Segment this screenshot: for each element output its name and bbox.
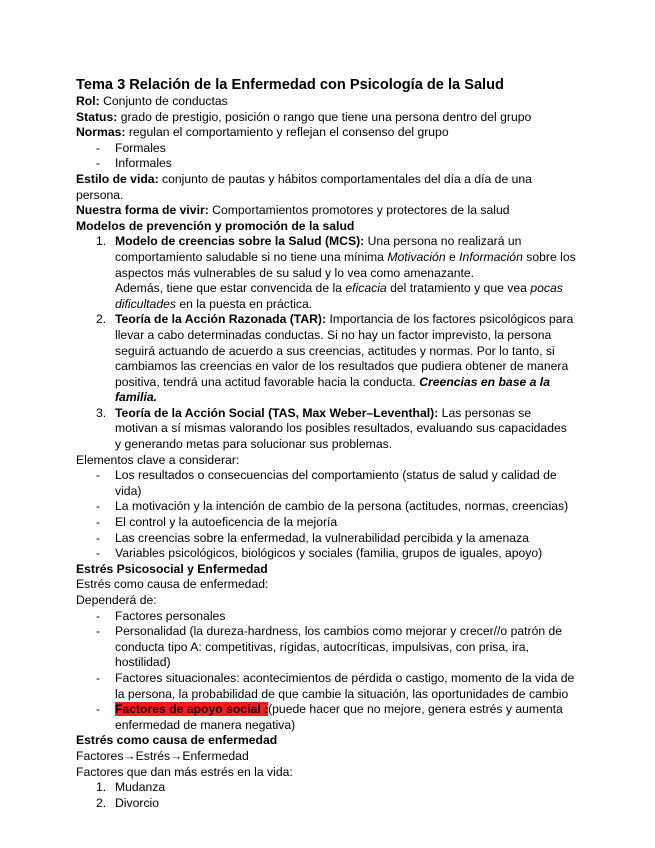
estilo-line: Estilo de vida: conjunto de pautas y hábitos comportamentales del día a día de una persona. [76,171,532,202]
document-page [76,76,576,811]
elementos-list [76,468,576,562]
factores-vida-list [76,780,576,811]
factores-chain: Factores→Estrés→Enfermedad [76,748,249,763]
list-item: - La motivación y la intención de cambio de la persona (actitudes, normas, creencias) [96,499,576,515]
modelo-item: 1. Modelo de creencias sobre la Salud (MCS): Una persona no realizará un comportamiento saludable si no tiene una mínima Motivación e Información sobre los aspectos más vulnerables de su salud y lo vea como amenazante. Además, tiene que estar convencida de la eficacia del tratamiento y que vea pocas dificultades en la puesta en práctica. [96,234,576,311]
dependera-line: Dependerá de: [76,593,157,607]
estres-psicosocial-heading: Estrés Psicosocial y Enfermedad [76,561,268,576]
modelos-heading: Modelos de prevención y promoción de la salud [76,218,355,233]
estres-causa-heading: Estrés como causa de enfermedad [76,733,278,748]
estres-causa-line: Estrés como causa de enfermedad: [76,577,269,592]
status-line: Status: grado de prestigio, posición o rango que tiene una persona dentro del grupo [76,109,532,124]
modelo-item: 2. Teoría de la Acción Razonada (TAR): Importancia de los factores psicológicos para llevar a cabo determinadas conductas. Si no hay un factor imprevisto, la persona seguirá actuando de acuerdo a sus creencias, actitudes y normas. Por lo tanto, si cambiamos las creencias en valor de los resultados que pudiera obtener de manera positiva, tendrá una actitud favorable hacia la conducta. Creencias en base a la familia. [96,312,574,405]
list-item: 1. Mudanza [96,780,166,795]
list-item: - Las creencias sobre la enfermedad, la vulnerabilidad percibida y la amenaza [96,531,576,547]
list-item: - Formales [96,141,576,157]
list-item: - Factores de apoyo social :(puede hacer que no mejore, genera estrés y aumenta enfermedad de manera negativa) [96,702,576,733]
rol-line: Rol: Conjunto de conductas [76,94,228,108]
list-item: - Factores personales [96,609,576,625]
elementos-heading: Elementos clave a considerar: [76,452,240,467]
document-title: Tema 3 Relación de la Enfermedad con Psicología de la Salud [76,77,504,93]
list-item: - Variables psicológicos, biológicos y sociales (familia, grupos de iguales, apoyo) [96,546,576,562]
normas-line: Normas: regulan el comportamiento y reflejan el consenso del grupo [76,125,449,140]
list-item: - El control y la autoeficencia de la mejoría [96,515,576,531]
factores-vida-line: Factores que dan más estrés en la vida: [76,764,293,779]
list-item: - Informales [96,156,576,172]
modelo-item: 3. Teoría de la Acción Social (TAS, Max Weber–Leventhal): Las personas se motivan a sí mismas valorando los posibles resultados, evaluando sus capacidades y generando metas para solucionar sus problemas. [96,405,567,452]
list-item: - Personalidad (la dureza-hardness, los cambios como mejorar y crecer//o patrón de conducta tipo A: competitivas, rígidas, autocríticas, impulsivas, con prisa, ira, hostilidad) [96,624,576,671]
list-item: 2. Divorcio [96,795,160,810]
factores-list [76,609,576,734]
list-item: - Los resultados o consecuencias del comportamiento (status de salud y calidad de vida) [96,468,576,499]
list-item: - Factores situacionales: acontecimientos de pérdida o castigo, momento de la vida de la persona, la probabilidad de que cambie la situación, las oportunidades de cambio [96,671,576,702]
forma-line: Nuestra forma de vivir: Comportamientos promotores y protectores de la salud [76,203,510,218]
normas-list [76,141,576,172]
highlighted-text: Factores de apoyo social : [115,702,269,717]
modelos-list [76,234,576,452]
